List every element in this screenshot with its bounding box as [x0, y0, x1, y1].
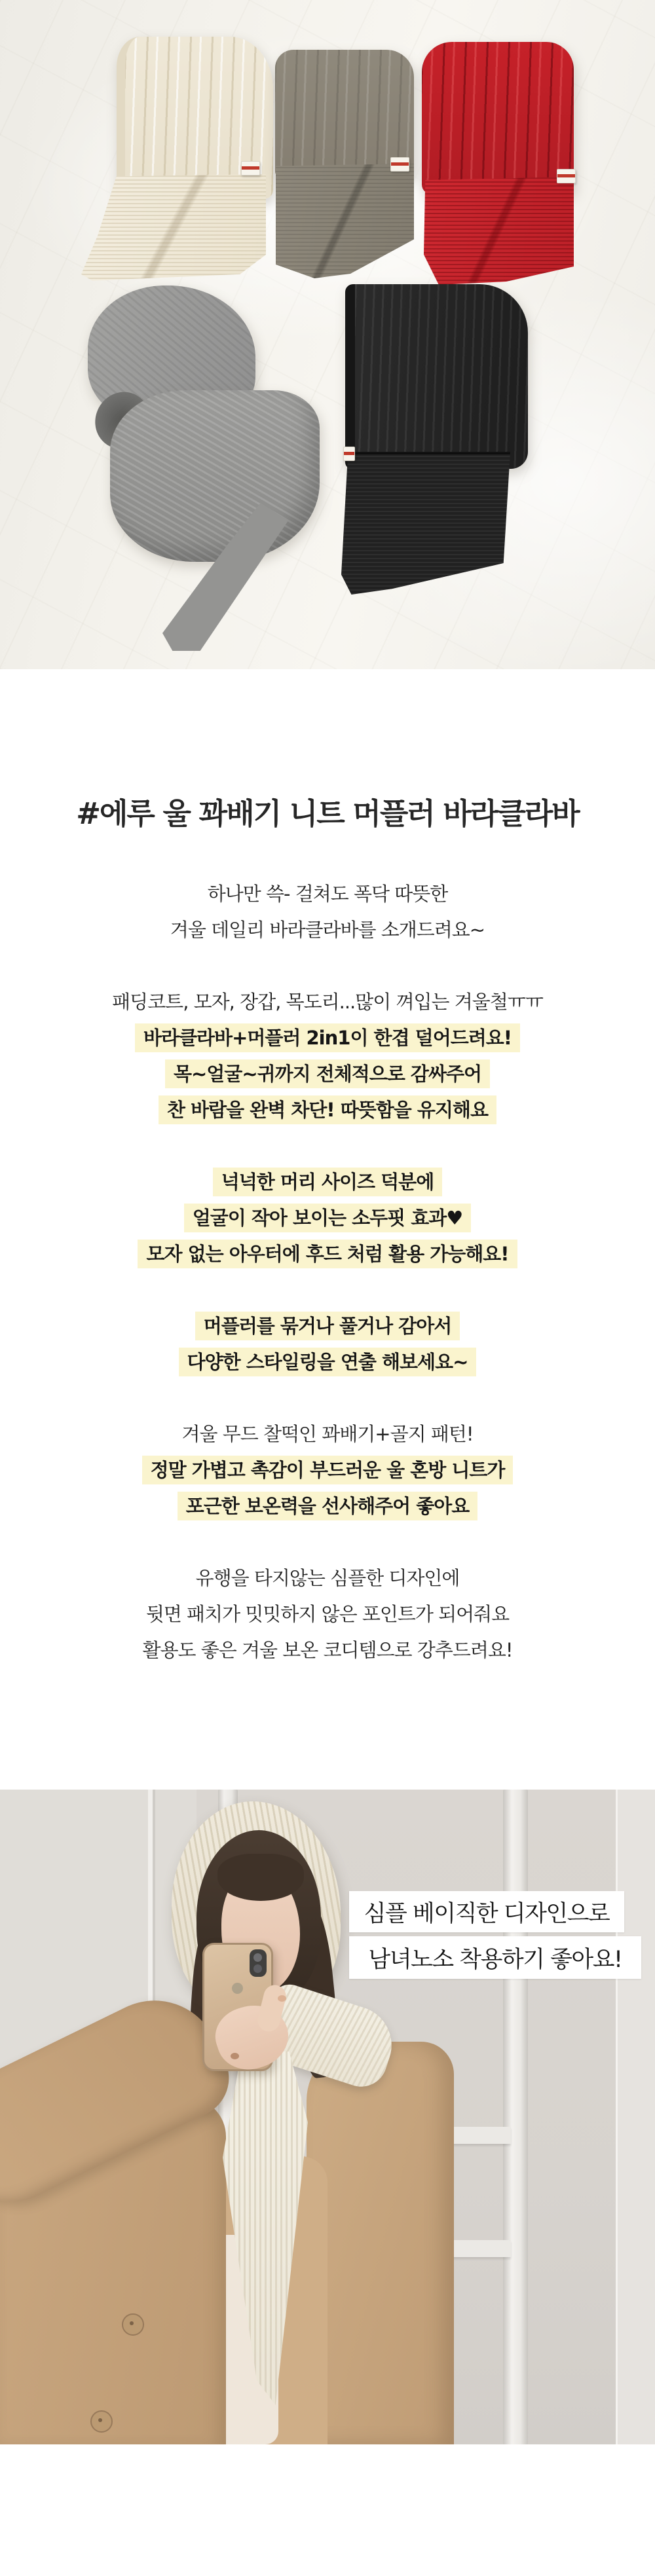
description-line: 패딩코트, 모자, 장갑, 목도리...많이 껴입는 겨울철ㅠㅠ [112, 991, 543, 1013]
brand-tag-red [557, 169, 576, 183]
description-section-6 [0, 1560, 655, 1668]
brand-tag-black [343, 447, 355, 461]
apple-logo-icon [232, 1983, 243, 1994]
description-section-5 [0, 1416, 655, 1524]
photo-caption-text: 심플 베이직한 디자인으로 [364, 1900, 610, 1927]
description-line-highlighted: 얼굴이 작아 보이는 소두핏 효과♥ [0, 1200, 655, 1236]
description-line: 뒷면 패치가 밋밋하지 않은 포인트가 되어줘요 [145, 1603, 510, 1625]
description-section-1 [0, 876, 655, 948]
photo-caption-text: 남녀노소 착용하기 좋아요! [368, 1946, 622, 1973]
description-line: 활용도 좋은 겨울 보온 코디템으로 강추드려요! [142, 1639, 513, 1661]
wall-molding [503, 1790, 528, 2444]
wall-edge [616, 1790, 655, 2444]
description-line: 유행을 타지않는 심플한 디자인에 [195, 1567, 460, 1589]
product-title: #에루 울 꽈배기 니트 머플러 바라클라바 [76, 796, 579, 831]
description-line: 겨울 데일리 바라클라바를 소개드려요~ [170, 919, 485, 941]
product-red-hood [422, 42, 574, 194]
product-red-scarf [424, 177, 574, 285]
brand-tag-ivory [241, 161, 260, 175]
description-line-highlighted: 찬 바람을 완벽 차단! 따뜻함을 유지해요 [0, 1092, 655, 1128]
product-black-hood [345, 284, 528, 469]
photo-caption-1 [349, 1891, 624, 1932]
description-line-highlighted: 머플러를 묶거나 풀거나 감아서 [0, 1308, 655, 1344]
photo-caption-2 [349, 1936, 641, 1979]
description-line-highlighted: 바라클라바+머플러 2in1이 한겹 덜어드려요! [0, 1020, 655, 1056]
description-line-highlighted: 모자 없는 아우터에 후드 처럼 활용 가능해요! [0, 1236, 655, 1272]
fingernail [231, 2053, 239, 2059]
description-line-highlighted: 넉넉한 머리 사이즈 덕분에 [0, 1164, 655, 1200]
model-coat-right [307, 2042, 454, 2444]
model-selfie-photo [0, 1790, 655, 2444]
product-ivory-scarf [81, 174, 266, 283]
description-line: 겨울 무드 찰떡인 꽈배기+골지 패턴! [181, 1423, 474, 1445]
coat-button [122, 2313, 144, 2336]
description-section-4 [0, 1308, 655, 1380]
description-line: 하나만 쓱- 걸쳐도 폭닥 따뜻한 [207, 883, 448, 905]
phone-camera-icon [250, 1949, 267, 1977]
product-khaki-scarf [276, 164, 414, 278]
description-line-highlighted: 포근한 보온력을 선사해주어 좋아요 [0, 1488, 655, 1524]
product-black-scarf [341, 452, 510, 595]
description-section-2 [0, 984, 655, 1128]
description-line-highlighted: 정말 가볍고 촉감이 부드러운 울 혼방 니트가 [0, 1452, 655, 1488]
coat-button [90, 2410, 113, 2433]
description-line-highlighted: 다양한 스타일링을 연출 해보세요~ [0, 1344, 655, 1380]
product-gray-scarf [110, 390, 320, 562]
description-line-highlighted: 목~얼굴~귀까지 전체적으로 감싸주어 [0, 1056, 655, 1092]
description-section-3 [0, 1164, 655, 1272]
model-bangs [217, 1854, 304, 1901]
brand-tag-khaki [390, 157, 409, 172]
product-flatlay-photo [0, 0, 655, 669]
fingernail [278, 1995, 286, 2002]
